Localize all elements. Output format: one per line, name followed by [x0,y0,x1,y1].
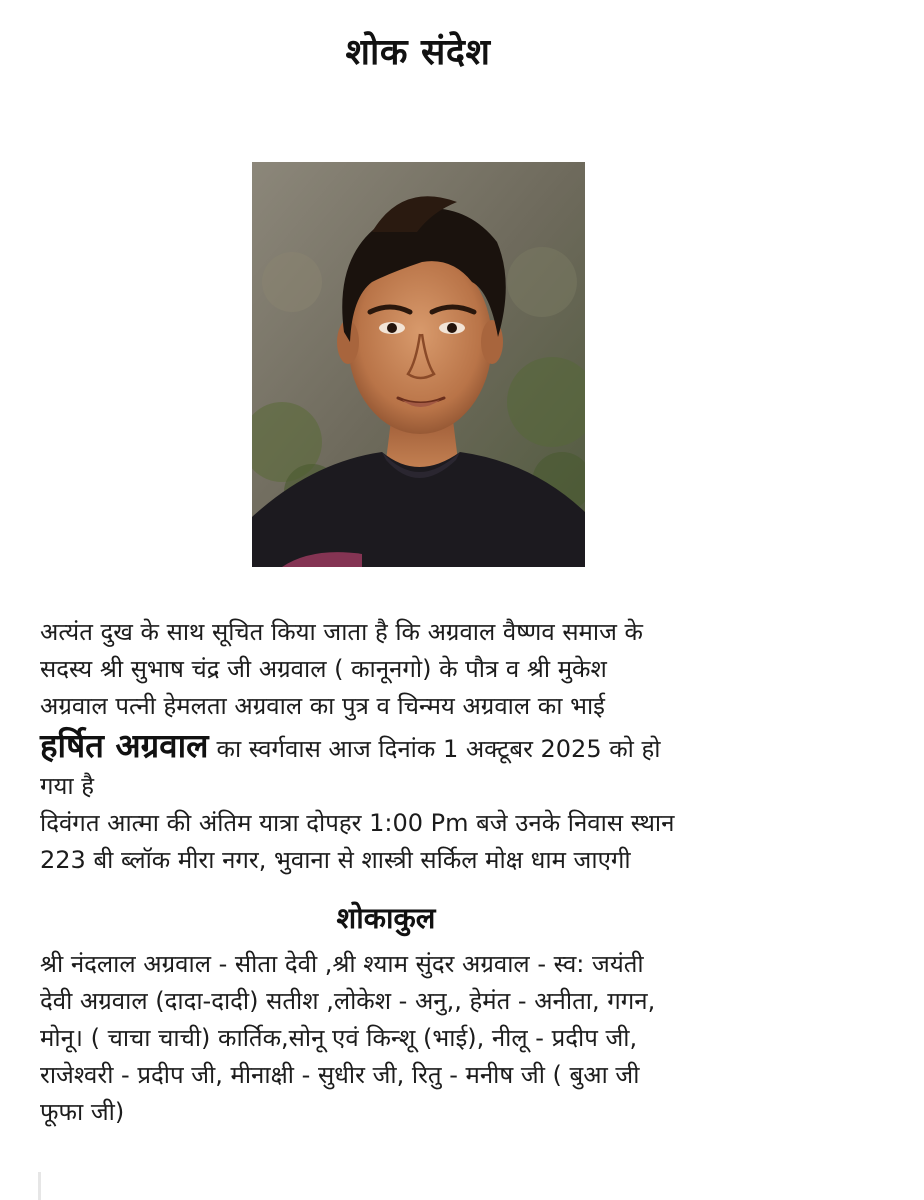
announcement-line: गया है [40,772,95,800]
portrait-photo-icon [252,162,585,567]
announcement-line: दिवंगत आत्मा की अंतिम यात्रा दोपहर 1:00 Pm बजे उनके निवास स्थान [40,809,675,837]
announcement-line: अत्यंत दुख के साथ सूचित किया जाता है कि अग्रवाल वैष्णव समाज के [40,618,643,646]
portrait-photo [252,162,585,567]
mourners-line: श्री नंदलाल अग्रवाल - सीता देवी ,श्री श्याम सुंदर अग्रवाल - स्व: जयंती [40,950,644,978]
announcement-text [40,614,900,879]
mourners-heading: शोकाकुल [336,901,436,935]
margin-divider [38,1172,41,1200]
announcement-line: 223 बी ब्लॉक मीरा नगर, भुवाना से शास्त्री सर्किल मोक्ष धाम जाएगी [40,846,631,874]
mourners-line: मोनू। ( चाचा चाची) कार्तिक,सोनू एवं किन्शू (भाई), नीलू - प्रदीप जी, [40,1024,638,1052]
page-title: शोक संदेश [345,32,491,73]
deceased-name: हर्षित अग्रवाल [40,726,209,765]
mourners-list [40,946,900,1131]
announcement-line: सदस्य श्री सुभाष चंद्र जी अग्रवाल ( कानूनगो) के पौत्र व श्री मुकेश [40,655,607,683]
mourners-line: राजेश्वरी - प्रदीप जी, मीनाक्षी - सुधीर जी, रितु - मनीष जी ( बुआ जी [40,1061,640,1089]
mourners-line: देवी अग्रवाल (दादा-दादी) सतीश ,लोकेश - अनु,, हेमंत - अनीता, गगन, [40,987,656,1015]
mourners-line: फूफा जी) [40,1098,125,1126]
announcement-line: का स्वर्गवास आज दिनांक 1 अक्टूबर 2025 को हो [216,735,661,763]
deceased-line [40,727,900,768]
announcement-line: अग्रवाल पत्नी हेमलता अग्रवाल का पुत्र व चिन्मय अग्रवाल का भाई [40,692,605,720]
